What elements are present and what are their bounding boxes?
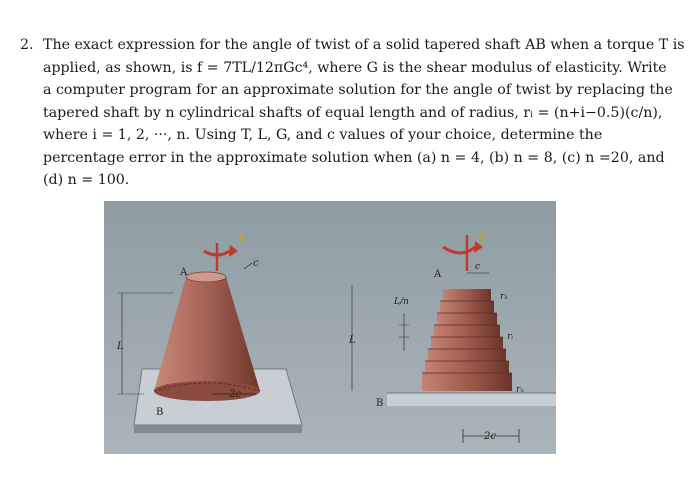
left-label-2c: 2c: [229, 389, 241, 400]
problem-line-7: (d) n = 100.: [43, 172, 130, 188]
problem-line-1: The exact expression for the angle of twist of a solid tapered shaft AB when a torque T is: [43, 37, 685, 53]
shaft-figure-svg: [104, 201, 556, 454]
disk: [443, 289, 491, 301]
left-label-L: L: [117, 341, 124, 352]
left-label-c: c: [253, 258, 259, 269]
right-label-L: L: [349, 335, 356, 346]
problem-line-5: where i = 1, 2, ···, n. Using T, L, G, and c values of your choice, determine the: [43, 127, 603, 143]
right-label-c: c: [475, 262, 481, 272]
right-label-B: B: [376, 398, 384, 409]
left-label-T: T: [237, 234, 245, 245]
problem-statement: [20, 34, 685, 192]
right-label-2c: 2c: [484, 431, 496, 442]
disk: [431, 337, 503, 349]
left-label-A: A: [180, 267, 188, 278]
right-label-Ln: L/n: [394, 297, 409, 307]
right-label-r1: r₁: [500, 292, 508, 302]
problem-line-6: percentage error in the approximate solution when (a) n = 4, (b) n = 8, (c) n =20, and: [43, 149, 665, 166]
disk: [434, 325, 500, 337]
disk: [428, 349, 506, 361]
left-label-B: B: [156, 407, 164, 418]
right-base-plate: [387, 393, 556, 406]
disk: [440, 301, 494, 313]
right-label-T: T: [478, 234, 486, 245]
problem-line-2: applied, as shown, is f = 7TL/12πGc⁴, where G is the shear modulus of elasticity. Write: [43, 59, 667, 76]
problem-number: 2.: [20, 37, 34, 53]
disk: [422, 373, 512, 391]
shaft-figure: [104, 201, 556, 454]
left-base-plate-edge: [134, 425, 302, 433]
shaft-bottom-ellipse: [154, 381, 260, 401]
shaft-top-ellipse: [186, 272, 226, 282]
right-label-ri: rᵢ: [507, 332, 514, 342]
right-label-A: A: [434, 269, 442, 280]
disk: [437, 313, 497, 325]
problem-line-3: a computer program for an approximate solution for the angle of twist by replacing the: [43, 82, 673, 98]
disk: [425, 361, 509, 373]
right-label-rn: rₙ: [516, 385, 524, 395]
problem-line-4: tapered shaft by n cylindrical shafts of equal length and of radius, rᵢ = (n+i−0.5)(c/n),: [43, 104, 663, 121]
